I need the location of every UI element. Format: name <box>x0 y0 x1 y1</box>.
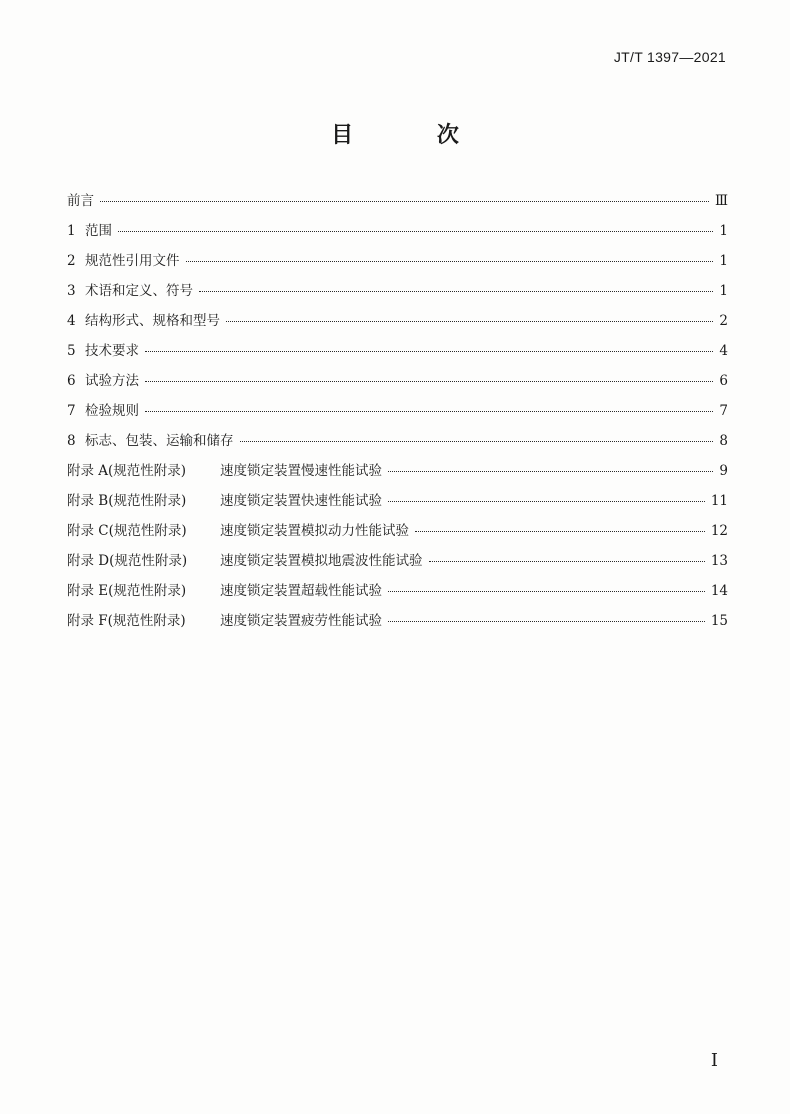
toc-entry-number: 1 <box>67 223 76 239</box>
dot-leader <box>100 200 709 202</box>
dot-leader <box>388 590 705 592</box>
annex-title: 速度锁定装置模拟地震波性能试验 <box>220 553 423 569</box>
dot-leader <box>199 290 713 292</box>
toc-entry-6[interactable] <box>67 366 728 396</box>
toc-entry-page: 4 <box>719 343 728 359</box>
toc-entry-label: 试验方法 <box>85 373 139 389</box>
toc-entry-page: 1 <box>719 223 728 239</box>
dot-leader <box>145 350 713 352</box>
annex-title: 速度锁定装置超载性能试验 <box>220 583 382 599</box>
toc-entry-label: 规范性引用文件 <box>85 253 180 269</box>
toc-entry-label: 检验规则 <box>85 403 139 419</box>
toc-entry-label: 前言 <box>67 193 94 209</box>
annex-label: 附录 B(规范性附录) <box>67 493 187 509</box>
toc-entry-2[interactable] <box>67 246 728 276</box>
toc-entry-number: 4 <box>67 313 76 329</box>
toc-entry-label: 术语和定义、符号 <box>85 283 193 299</box>
toc-entry-page: 14 <box>710 583 728 599</box>
dot-leader <box>240 440 714 442</box>
toc-entry-5[interactable] <box>67 336 728 366</box>
toc-entry-page: 11 <box>710 493 728 509</box>
dot-leader <box>145 410 713 412</box>
toc-entry-page: 7 <box>719 403 728 419</box>
dot-leader <box>415 530 705 532</box>
table-of-contents <box>67 186 728 636</box>
standard-code: JT/T 1397—2021 <box>613 49 726 65</box>
toc-annex-e[interactable] <box>67 576 728 606</box>
toc-entry-1[interactable] <box>67 216 728 246</box>
annex-title: 速度锁定装置模拟动力性能试验 <box>220 523 409 539</box>
page-number: I <box>710 1050 718 1071</box>
toc-entry-number: 3 <box>67 283 76 299</box>
annex-label: 附录 A(规范性附录) <box>67 463 187 479</box>
dot-leader <box>118 230 713 232</box>
toc-entry-page: 1 <box>719 283 728 299</box>
dot-leader <box>186 260 714 262</box>
toc-entry-number: 6 <box>67 373 76 389</box>
toc-entry-page: 1 <box>719 253 728 269</box>
toc-annex-f[interactable] <box>67 606 728 636</box>
toc-entry-foreword[interactable] <box>67 186 728 216</box>
toc-annex-c[interactable] <box>67 516 728 546</box>
toc-annex-b[interactable] <box>67 486 728 516</box>
toc-entry-number: 7 <box>67 403 76 419</box>
toc-entry-page: 12 <box>710 523 728 539</box>
toc-entry-page: 6 <box>719 373 728 389</box>
toc-entry-4[interactable] <box>67 306 728 336</box>
toc-entry-label: 结构形式、规格和型号 <box>85 313 220 329</box>
toc-entry-label: 范围 <box>85 223 112 239</box>
toc-entry-7[interactable] <box>67 396 728 426</box>
annex-title: 速度锁定装置慢速性能试验 <box>220 463 382 479</box>
annex-title: 速度锁定装置快速性能试验 <box>220 493 382 509</box>
toc-entry-8[interactable] <box>67 426 728 456</box>
annex-title: 速度锁定装置疲劳性能试验 <box>220 613 382 629</box>
dot-leader <box>388 470 713 472</box>
annex-label: 附录 C(规范性附录) <box>67 523 187 539</box>
toc-entry-page: 2 <box>719 313 728 329</box>
page-title: 目 次 <box>331 122 497 148</box>
dot-leader <box>429 560 705 562</box>
dot-leader <box>388 500 705 502</box>
dot-leader <box>388 620 705 622</box>
toc-entry-number: 8 <box>67 433 76 449</box>
toc-entry-page: Ⅲ <box>714 193 728 209</box>
toc-entry-page: 9 <box>719 463 728 479</box>
toc-annex-a[interactable] <box>67 456 728 486</box>
annex-label: 附录 E(规范性附录) <box>67 583 187 599</box>
toc-entry-3[interactable] <box>67 276 728 306</box>
toc-entry-page: 13 <box>710 553 728 569</box>
toc-entry-number: 5 <box>67 343 76 359</box>
toc-entry-number: 2 <box>67 253 76 269</box>
dot-leader <box>226 320 713 322</box>
annex-label: 附录 F(规范性附录) <box>67 613 186 629</box>
toc-entry-label: 标志、包装、运输和储存 <box>85 433 234 449</box>
toc-entry-label: 技术要求 <box>85 343 139 359</box>
dot-leader <box>145 380 713 382</box>
annex-label: 附录 D(规范性附录) <box>67 553 188 569</box>
toc-annex-d[interactable] <box>67 546 728 576</box>
toc-entry-page: 15 <box>710 613 728 629</box>
toc-entry-page: 8 <box>719 433 728 449</box>
